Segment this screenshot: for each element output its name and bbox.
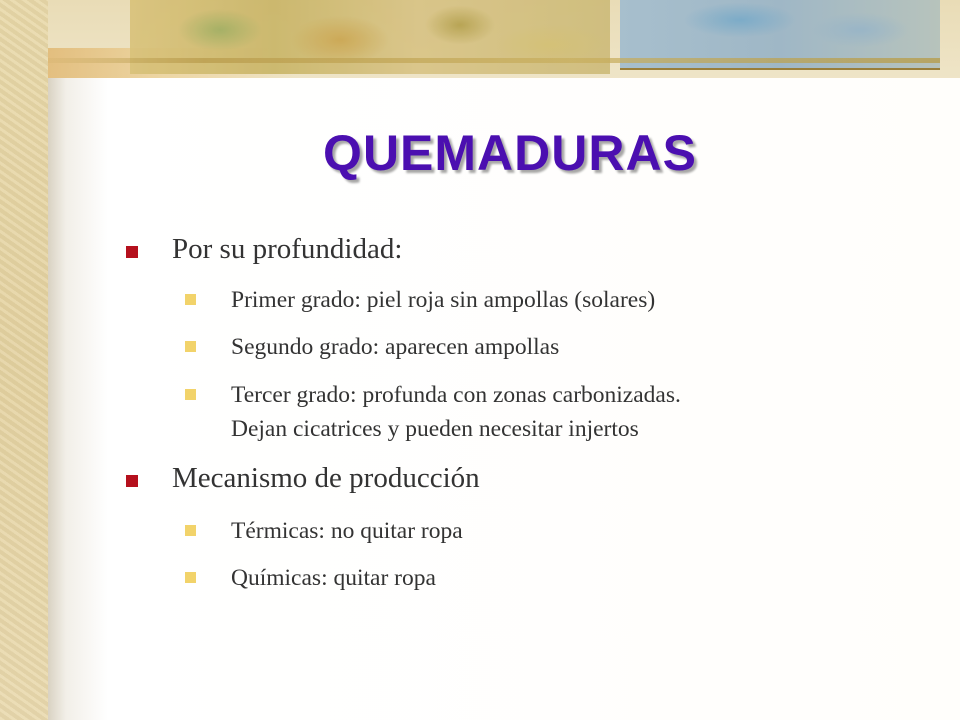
sub-bullet-icon [185, 294, 196, 305]
left-parchment-strip [0, 0, 48, 720]
bullet-square-icon [126, 246, 138, 258]
sub-item-tercer-grado: Tercer grado: profunda con zonas carbonizadas. [231, 382, 681, 408]
bullet-mecanismo: Mecanismo de producción [172, 462, 480, 494]
sub-bullet-icon [185, 572, 196, 583]
sub-item-segundo-grado: Segundo grado: aparecen ampollas [231, 334, 560, 360]
bullet-square-icon [126, 475, 138, 487]
sub-bullet-icon [185, 525, 196, 536]
slide-title: QUEMADURAS [323, 125, 697, 181]
sub-item-primer-grado: Primer grado: piel roja sin ampollas (solares) [231, 287, 656, 313]
header-decoration [0, 0, 960, 82]
sub-bullet-icon [185, 341, 196, 352]
sub-bullet-icon [185, 389, 196, 400]
decorative-stroke [20, 58, 940, 63]
sub-item-tercer-grado-cont: Dejan cicatrices y pueden necesitar injertos [231, 416, 639, 442]
sub-item-termicas: Térmicas: no quitar ropa [231, 518, 463, 544]
sub-item-quimicas: Químicas: quitar ropa [231, 565, 436, 591]
bullet-profundidad: Por su profundidad: [172, 233, 403, 265]
